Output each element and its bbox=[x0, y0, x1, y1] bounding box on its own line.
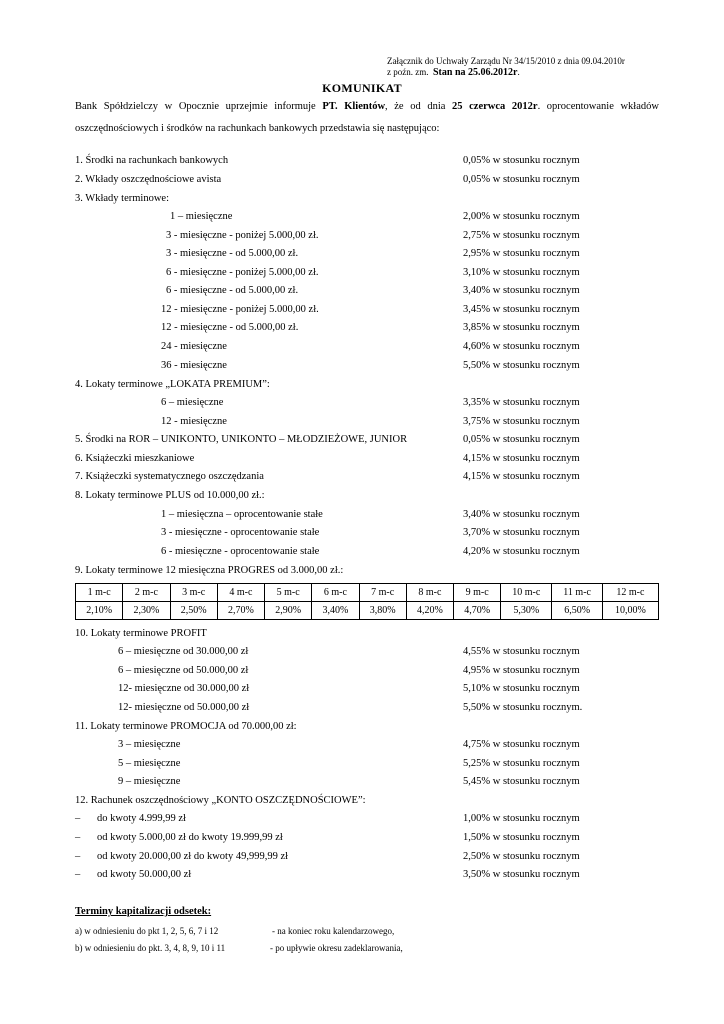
intro-text-1: Bank Spółdzielczy w Opocznie uprzejmie informuje bbox=[75, 101, 323, 112]
item-label: 6 - miesięczne - poniżej 5.000,00 zł. bbox=[166, 267, 319, 278]
item-label: 12- miesięczne od 30.000,00 zł bbox=[118, 683, 250, 694]
item-rate: 5,50% w stosunku rocznym. bbox=[463, 702, 583, 713]
intro-paragraph bbox=[75, 96, 659, 140]
capitalization-a-value: - na koniec roku kalendarzowego, bbox=[272, 926, 395, 936]
item-rate: 3,35% w stosunku rocznym bbox=[463, 397, 580, 408]
table-cell: 1 m-c bbox=[76, 584, 123, 602]
item-rate: 0,05% w stosunku rocznym bbox=[463, 155, 580, 166]
item-label: do kwoty 4.999,99 zł bbox=[97, 813, 186, 824]
header-line-1: Załącznik do Uchwały Zarządu Nr 34/15/2010 z dnia 09.04.2010r bbox=[387, 56, 625, 66]
table-cell: 2 m-c bbox=[123, 584, 170, 602]
item-label: od kwoty 5.000,00 zł do kwoty 19.999,99 zł bbox=[97, 832, 283, 843]
item-rate: 5,45% w stosunku rocznym bbox=[463, 776, 580, 787]
item-label: 6 – miesięczne bbox=[161, 397, 224, 408]
table-cell: 6,50% bbox=[552, 602, 603, 620]
item-label: 36 - miesięczne bbox=[161, 360, 227, 371]
table-cell: 2,70% bbox=[217, 602, 264, 620]
bullet-dash: – bbox=[75, 869, 81, 880]
capitalization-b-label: b) w odniesieniu do pkt. 3, 4, 8, 9, 10 i 11 bbox=[75, 943, 226, 953]
item-rate: 3,45% w stosunku rocznym bbox=[463, 304, 580, 315]
item-label: 6 – miesięczne od 50.000,00 zł bbox=[118, 665, 249, 676]
item-rate: 0,05% w stosunku rocznym bbox=[463, 174, 580, 185]
table-cell: 2,50% bbox=[170, 602, 217, 620]
item-label: 1. Środki na rachunkach bankowych bbox=[75, 155, 229, 166]
item-rate: 1,00% w stosunku rocznym bbox=[463, 813, 580, 824]
section-label: 3. Wkłady terminowe: bbox=[75, 193, 169, 204]
item-rate: 3,50% w stosunku rocznym bbox=[463, 869, 580, 880]
intro-clients: PT. Klientów bbox=[322, 101, 386, 112]
item-label: 12 - miesięczne - od 5.000,00 zł. bbox=[161, 322, 299, 333]
table-row bbox=[76, 602, 659, 620]
item-label: 24 - miesięczne bbox=[161, 341, 227, 352]
item-label: 3 – miesięczne bbox=[118, 739, 181, 750]
table-cell: 10,00% bbox=[602, 602, 658, 620]
header-status-date: Stan na 25.06.2012r bbox=[432, 67, 518, 78]
item-label: 3 - miesięczne - oprocentowanie stałe bbox=[161, 527, 320, 538]
item-rate: 3,70% w stosunku rocznym bbox=[463, 527, 580, 538]
item-rate: 2,75% w stosunku rocznym bbox=[463, 230, 580, 241]
item-label: od kwoty 20.000,00 zł do kwoty 49,999,99 zł bbox=[97, 851, 289, 862]
item-label: 1 – miesięczna – oprocentowanie stałe bbox=[161, 509, 323, 520]
section-label: 8. Lokaty terminowe PLUS od 10.000,00 zł.: bbox=[75, 490, 265, 501]
item-rate: 5,50% w stosunku rocznym bbox=[463, 360, 580, 371]
item-rate: 5,25% w stosunku rocznym bbox=[463, 758, 580, 769]
item-rate: 5,10% w stosunku rocznym bbox=[463, 683, 580, 694]
item-rate: 4,15% w stosunku rocznym bbox=[463, 453, 580, 464]
progres-rate-table bbox=[75, 583, 659, 620]
item-rate: 4,15% w stosunku rocznym bbox=[463, 471, 580, 482]
item-rate: 3,85% w stosunku rocznym bbox=[463, 322, 580, 333]
item-rate: 0,05% w stosunku rocznym bbox=[463, 434, 580, 445]
table-cell: 2,30% bbox=[123, 602, 170, 620]
document-title: KOMUNIKAT bbox=[322, 81, 402, 95]
table-cell: 2,90% bbox=[265, 602, 312, 620]
item-label: 12 - miesięczne bbox=[161, 416, 227, 427]
item-rate: 1,50% w stosunku rocznym bbox=[463, 832, 580, 843]
section-label: 10. Lokaty terminowe PROFIT bbox=[75, 628, 207, 639]
item-label: 6 - miesięczne - od 5.000,00 zł. bbox=[166, 285, 299, 296]
table-cell: 4,70% bbox=[454, 602, 501, 620]
item-rate: 3,10% w stosunku rocznym bbox=[463, 267, 580, 278]
item-label: od kwoty 50.000,00 zł bbox=[97, 869, 192, 880]
table-cell: 7 m-c bbox=[359, 584, 406, 602]
item-rate: 2,00% w stosunku rocznym bbox=[463, 211, 580, 222]
item-rate: 2,50% w stosunku rocznym bbox=[463, 851, 580, 862]
table-cell: 6 m-c bbox=[312, 584, 359, 602]
table-cell: 4,20% bbox=[406, 602, 453, 620]
bullet-dash: – bbox=[75, 851, 81, 862]
table-cell: 12 m-c bbox=[602, 584, 658, 602]
header-amended: z poźn. zm. bbox=[387, 67, 429, 77]
item-label: 9 – miesięczne bbox=[118, 776, 181, 787]
table-cell: 5,30% bbox=[501, 602, 552, 620]
header-suffix: . bbox=[517, 67, 520, 77]
item-rate: 3,40% w stosunku rocznym bbox=[463, 285, 580, 296]
capitalization-a-label: a) w odniesieniu do pkt 1, 2, 5, 6, 7 i 12 bbox=[75, 926, 219, 936]
item-label: 12- miesięczne od 50.000,00 zł bbox=[118, 702, 250, 713]
item-rate: 4,75% w stosunku rocznym bbox=[463, 739, 580, 750]
table-cell: 8 m-c bbox=[406, 584, 453, 602]
bullet-dash: – bbox=[75, 832, 81, 843]
item-label: 3 - miesięczne - poniżej 5.000,00 zł. bbox=[166, 230, 319, 241]
section-label: 9. Lokaty terminowe 12 miesięczna PROGRES od 3.000,00 zł.: bbox=[75, 565, 344, 576]
table-cell: 10 m-c bbox=[501, 584, 552, 602]
item-rate: 4,55% w stosunku rocznym bbox=[463, 646, 580, 657]
intro-date: 25 czerwca 2012r bbox=[452, 101, 538, 112]
item-label: 6 – miesięczne od 30.000,00 zł bbox=[118, 646, 249, 657]
table-cell: 4 m-c bbox=[217, 584, 264, 602]
table-cell: 2,10% bbox=[76, 602, 123, 620]
table-cell: 9 m-c bbox=[454, 584, 501, 602]
section-label: 11. Lokaty terminowe PROMOCJA od 70.000,00 zł: bbox=[75, 721, 297, 732]
item-label: 7. Książeczki systematycznego oszczędzania bbox=[75, 471, 264, 482]
item-label: 5. Środki na ROR – UNIKONTO, UNIKONTO – MŁODZIEŻOWE, JUNIOR bbox=[75, 434, 408, 445]
table-cell: 3,40% bbox=[312, 602, 359, 620]
table-cell: 5 m-c bbox=[265, 584, 312, 602]
item-rate: 2,95% w stosunku rocznym bbox=[463, 248, 580, 259]
item-label: 12 - miesięczne - poniżej 5.000,00 zł. bbox=[161, 304, 319, 315]
item-label: 5 – miesięczne bbox=[118, 758, 181, 769]
header-line-2 bbox=[387, 67, 625, 78]
item-label: 3 - miesięczne - od 5.000,00 zł. bbox=[166, 248, 299, 259]
intro-text-3: . oprocentowanie wkładów bbox=[537, 101, 659, 112]
item-rate: 4,20% w stosunku rocznym bbox=[463, 546, 580, 557]
item-label: 6 - miesięczne - oprocentowanie stałe bbox=[161, 546, 320, 557]
attachment-header bbox=[387, 56, 625, 78]
item-label: 6. Książeczki mieszkaniowe bbox=[75, 453, 195, 464]
item-rate: 3,40% w stosunku rocznym bbox=[463, 509, 580, 520]
table-cell: 11 m-c bbox=[552, 584, 603, 602]
intro-text-2: , że od dnia bbox=[385, 101, 453, 112]
item-rate: 4,60% w stosunku rocznym bbox=[463, 341, 580, 352]
section-label: 12. Rachunek oszczędnościowy „KONTO OSZCZĘDNOŚCIOWE”: bbox=[75, 795, 366, 806]
item-label: 2. Wkłady oszczędnościowe avista bbox=[75, 174, 222, 185]
section-label: 4. Lokaty terminowe „LOKATA PREMIUM”: bbox=[75, 379, 270, 390]
item-label: 1 – miesięczne bbox=[170, 211, 233, 222]
capitalization-heading: Terminy kapitalizacji odsetek: bbox=[75, 906, 212, 917]
bullet-dash: – bbox=[75, 813, 81, 824]
capitalization-b-value: - po upływie okresu zadeklarowania, bbox=[270, 943, 403, 953]
intro-line-1 bbox=[75, 96, 659, 118]
table-row bbox=[76, 584, 659, 602]
table-cell: 3,80% bbox=[359, 602, 406, 620]
item-rate: 3,75% w stosunku rocznym bbox=[463, 416, 580, 427]
table-cell: 3 m-c bbox=[170, 584, 217, 602]
intro-line-2: oszczędnościowych i środków na rachunkach bankowych przedstawia się następująco: bbox=[75, 123, 440, 134]
item-rate: 4,95% w stosunku rocznym bbox=[463, 665, 580, 676]
